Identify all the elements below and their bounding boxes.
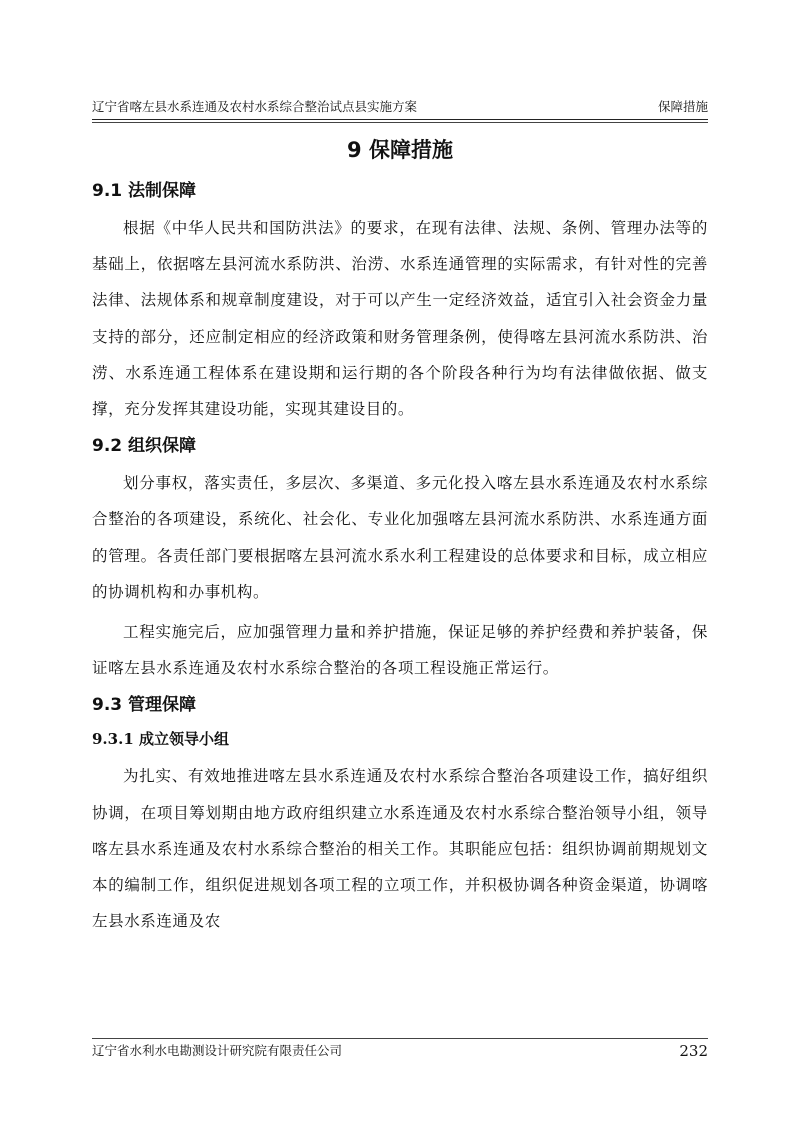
- section-heading-organization: 9.2 组织保障: [92, 436, 197, 457]
- header-document-title: 辽宁省喀左县水系连通及农村水系综合整治试点县实施方案: [92, 99, 418, 114]
- page-number: 232: [679, 1042, 708, 1060]
- header-rule-thin: [92, 122, 708, 123]
- chapter-title: 9 保障措施: [347, 138, 453, 162]
- running-header: [92, 96, 708, 118]
- header-section-name: 保障措施: [657, 99, 708, 114]
- section-heading-management: 9.3 管理保障: [92, 695, 197, 716]
- paragraph: 划分事权，落实责任，多层次、多渠道、多元化投入喀左县水系连通及农村水系综合整治的各项建设，系统化、社会化、专业化加强喀左县河流水系防洪、水系连通方面的管理。各责任部门要根据喀左县河流水系水利工程建设的总体要求和目标，成立相应的协调机构和办事机构。: [92, 474, 708, 601]
- subsection-heading-leading-group: 9.3.1 成立领导小组: [92, 730, 229, 749]
- section-heading-legal: 9.1 法制保障: [92, 181, 197, 201]
- page-body: [92, 176, 708, 943]
- footer-organization: 辽宁省水利水电勘测设计研究院有限责任公司: [92, 1043, 343, 1058]
- paragraph: 为扎实、有效地推进喀左县水系连通及农村水系综合整治各项建设工作，搞好组织协调，在项目筹划期由地方政府组织建立水系连通及农村水系综合整治领导小组，领导喀左县水系连通及农村水系综合整治的相关工作。其职能应包括：组织协调前期规划文本的编制工作，组织促进规划各项工程的立项工作，并积极协调各种资金渠道，协调喀左县水系连通及农: [92, 767, 708, 931]
- paragraph: 工程实施完后，应加强管理力量和养护措施，保证足够的养护经费和养护装备，保证喀左县水系连通及农村水系综合整治的各项工程设施正常运行。: [92, 623, 708, 678]
- paragraph: 根据《中华人民共和国防洪法》的要求，在现有法律、法规、条例、管理办法等的基础上，依据喀左县河流水系防洪、治涝、水系连通管理的实际需求，有针对性的完善法律、法规体系和规章制度建设，对于可以产生一定经济效益，适宜引入社会资金力量支持的部分，还应制定相应的经济政策和财务管理条例，使得喀左县河流水系防洪、治涝、水系连通工程体系在建设期和运行期的各个阶段各种行为均有法律做依据、做支撑，充分发挥其建设功能，实现其建设目的。: [92, 219, 708, 419]
- header-rule-thick: [92, 119, 708, 120]
- footer-rule: [92, 1038, 708, 1039]
- running-footer: [92, 1040, 708, 1062]
